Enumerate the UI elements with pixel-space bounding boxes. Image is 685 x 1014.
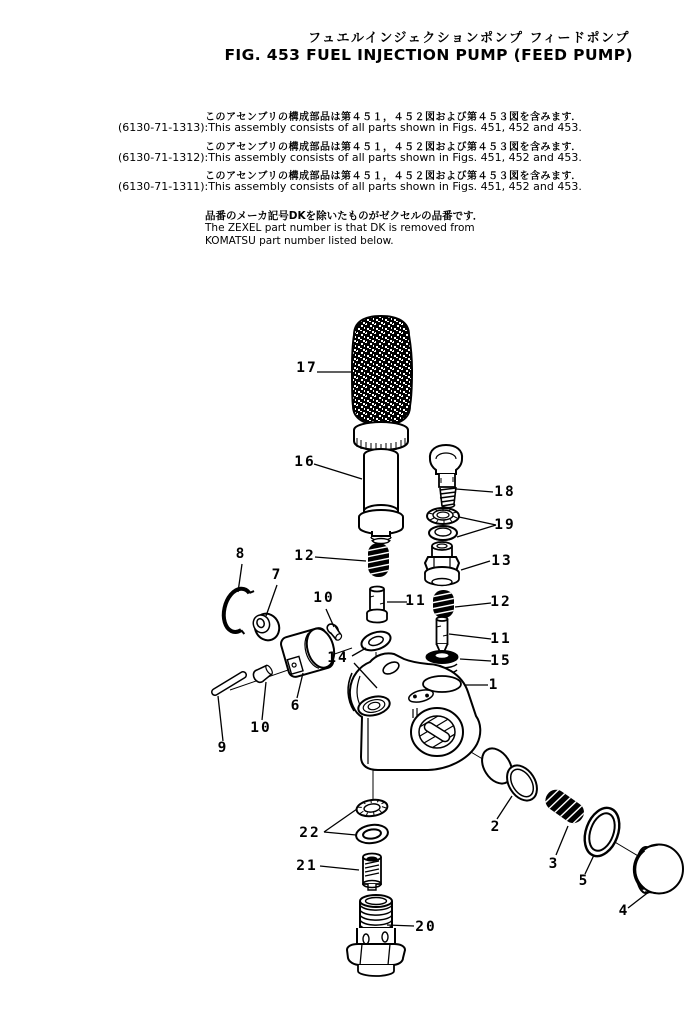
- callout-13: 13: [491, 553, 513, 569]
- callout-12-left: 12: [294, 548, 316, 564]
- callout-22: 22: [299, 825, 321, 841]
- note-3-english: (6130-71-1311):This assembly consists of all parts shown in Figs. 451, 452 and 453.: [118, 180, 582, 193]
- callout-2: 2: [490, 819, 502, 835]
- part-14-washer: [359, 628, 393, 653]
- callout-14: 14: [327, 650, 349, 666]
- part-2-piston: [476, 743, 543, 806]
- part-16-plunger: [354, 422, 408, 544]
- callout-12-right: 12: [490, 594, 512, 610]
- part-20-banjo-bolt: [347, 895, 405, 976]
- part-12-spring-left: [366, 543, 391, 577]
- part-8-snap-ring: [219, 585, 255, 634]
- page-title: FIG. 453 FUEL INJECTION PUMP (FEED PUMP): [224, 46, 633, 64]
- note-3-japanese: このアセンブリの構成部品は第４５１，４５２図および第４５３図を含みます．: [205, 171, 582, 182]
- part-5-gasket: [578, 803, 625, 861]
- part-11-pin-left: [367, 587, 387, 623]
- callout-6: 6: [290, 698, 302, 714]
- part-3-spring: [540, 784, 589, 829]
- callout-18: 18: [494, 484, 516, 500]
- note-1-english: (6130-71-1313):This assembly consists of all parts shown in Figs. 451, 452 and 453.: [118, 121, 582, 134]
- callout-9: 9: [217, 740, 229, 756]
- part-22-washers: [355, 798, 389, 845]
- part-9-pin: [215, 675, 243, 692]
- callout-labels: [218, 360, 630, 935]
- part-19-washers: [427, 508, 459, 540]
- callout-7: 7: [271, 567, 283, 583]
- part-21-check-valve: [363, 854, 381, 891]
- callout-11-right: 11: [490, 631, 512, 647]
- part-11-stem-right: [437, 617, 448, 652]
- callout-10-upper: 10: [313, 590, 335, 606]
- callout-1: 1: [488, 677, 500, 693]
- part-12-spring-right: [431, 590, 456, 618]
- callout-15: 15: [490, 653, 512, 669]
- callout-21: 21: [296, 858, 318, 874]
- note-1-japanese: このアセンブリの構成部品は第４５１，４５２図および第４５３図を含みます．: [205, 112, 582, 123]
- callout-3: 3: [548, 856, 560, 872]
- callout-8: 8: [235, 546, 247, 562]
- callout-11-left: 11: [405, 593, 427, 609]
- zexel-note-line1: The ZEXEL part number is that DK is removed from: [205, 222, 475, 234]
- callout-10-lower: 10: [250, 720, 272, 736]
- part-13-connector: [425, 542, 459, 586]
- callout-5: 5: [578, 873, 590, 889]
- part-1-pump-body: [348, 653, 480, 770]
- callout-19: 19: [494, 517, 516, 533]
- part-4-plug: [635, 845, 683, 894]
- callout-17: 17: [296, 360, 318, 376]
- callout-20: 20: [415, 919, 437, 935]
- callout-4: 4: [618, 903, 630, 919]
- callout-16: 16: [294, 454, 316, 470]
- zexel-note-japanese: 品番のメーカ記号DKを除いたものがゼクセルの品番です．: [205, 210, 484, 222]
- zexel-note-line2: KOMATSU part number listed below.: [205, 235, 394, 247]
- part-17-filter-element: [352, 316, 412, 425]
- page-title-japanese: フュエルインジェクションポンプ フィードポンプ: [308, 31, 630, 46]
- note-2-english: (6130-71-1312):This assembly consists of all parts shown in Figs. 451, 452 and 453.: [118, 151, 582, 164]
- note-2-japanese: このアセンブリの構成部品は第４５１，４５２図および第４５３図を含みます．: [205, 142, 582, 153]
- part-18-joint-bolt: [430, 445, 462, 508]
